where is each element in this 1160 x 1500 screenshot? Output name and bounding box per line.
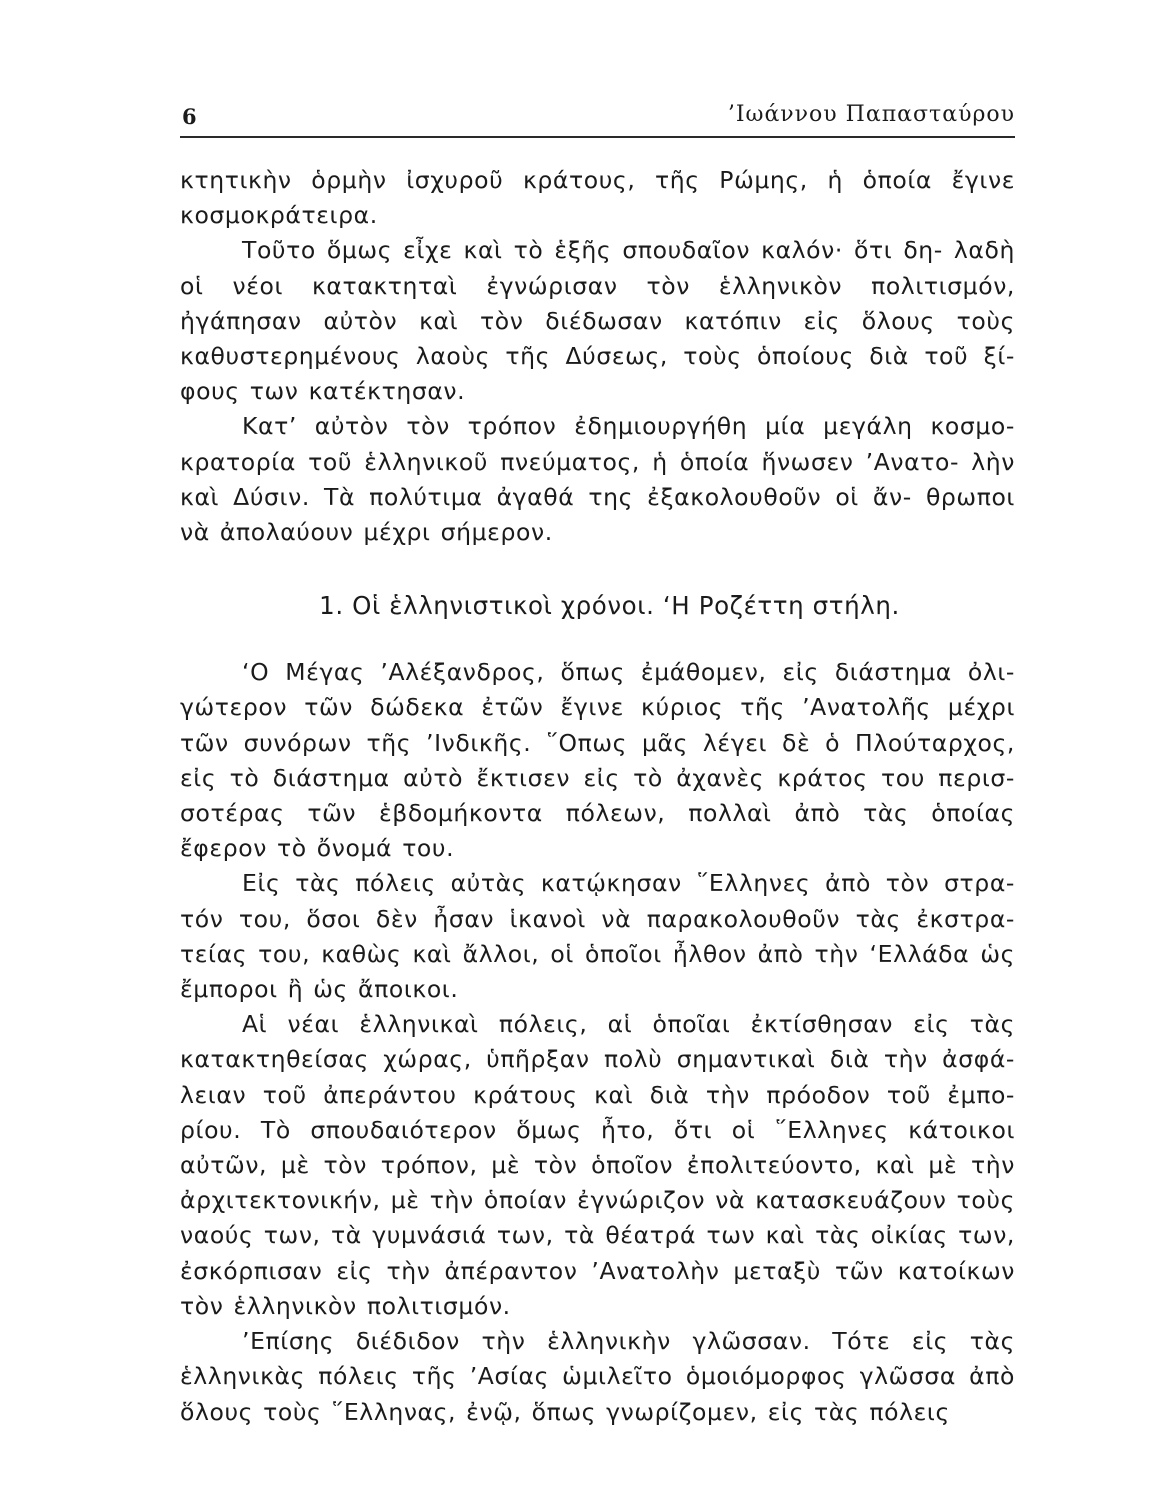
paragraphs-bottom — [180, 655, 1015, 1429]
text-line: λαδὴ οἱ νέοι κατακτηταὶ ἐγνώρισαν τὸν ἑλληνικὸν πολιτισμόν, — [180, 236, 1015, 300]
paragraph — [180, 163, 1015, 233]
text-line: ἠγάπησαν αὐτὸν καὶ τὸν διέδωσαν κατόπιν εἰς ὅλους τοὺς — [180, 306, 1015, 335]
text-line: τείας του, καθὼς καὶ ἄλλοι, οἱ ὁποῖοι ἦλθον ἀπὸ τὴν ‘Ελλάδα — [180, 939, 970, 968]
text-line: τῶν κατοίκων τὸν ἑλληνικὸν πολιτισμόν. — [180, 1256, 1015, 1320]
paragraph — [180, 655, 1015, 866]
page-number: 6 — [182, 104, 197, 129]
text-line: εἰς τὸ διάστημα αὐτὸ ἔκτισεν εἰς τὸ ἀχανὲς κράτος του περισ- — [180, 763, 1015, 792]
page-header — [180, 96, 1015, 138]
section-heading: 1. Οἱ ἑλληνιστικοὶ χρόνοι. ‘Η Ροζέττη στήλη. — [319, 591, 900, 621]
text-line: αὐτῶν, μὲ τὸν τρόπον, μὲ τὸν ὁποῖον ἐπολιτεύοντο, καὶ μὲ τὴν — [180, 1151, 1015, 1180]
text-line: ’Επίσης διέδιδον τὴν ἑλληνικὴν γλῶσσαν. Τότε εἰς τὰς — [242, 1327, 1015, 1356]
text-line: κρατορία τοῦ ἑλληνικοῦ πνεύματος, ἡ ὁποία ἥνωσεν ’Ανατο- — [180, 447, 960, 476]
paragraph — [180, 409, 1015, 550]
text-line: ἀπὸ ὅλους τοὺς ῞Ελληνας, ἐνῷ, ὅπως γνωρίζομεν, εἰς τὰς πόλεις — [180, 1362, 1015, 1426]
text-line: καθυστερημένους λαοὺς τῆς Δύσεως, τοὺς ὁποίους διὰ τοῦ ξί- — [180, 342, 1015, 371]
text-line: Κατ’ αὐτὸν τὸν τρόπον ἐδημιουργήθη μία μεγάλη κοσμο- — [242, 412, 1015, 441]
text-line: ἑλληνικὰς πόλεις τῆς ’Ασίας ὡμιλεῖτο ὁμοιόμορφος γλῶσσα — [180, 1362, 956, 1391]
text-line: τόν του, ὅσοι δὲν ἦσαν ἱκανοὶ νὰ παρακολουθοῦν τὰς ἐκστρα- — [180, 904, 1015, 933]
text-line: θρωποι νὰ ἀπολαύουν μέχρι σήμερον. — [180, 482, 1015, 547]
text-line: λειαν τοῦ ἀπεράντου κράτους καὶ διὰ τὴν πρόοδον τοῦ ἐμπο- — [180, 1080, 1015, 1109]
text-line: ‘Ο Μέγας ’Αλέξανδρος, ὅπως ἐμάθομεν, εἰς διάστημα ὀλι- — [242, 658, 1015, 687]
text-line: ὡς ἔμποροι ἢ ὡς ἄποικοι. — [180, 939, 1015, 1004]
running-head-author: ’Ιωάννου Παπασταύρου — [727, 102, 1015, 127]
text-line: οἰκίας των, ἐσκόρπισαν εἰς τὴν ἀπέραντον ’Ανατολὴν μεταξὺ — [180, 1221, 1015, 1285]
text-line: τῶν συνόρων τῆς ’Ινδικῆς. ῞Οπως μᾶς λέγει δὲ ὁ Πλούταρχος, — [180, 728, 1015, 757]
text-line: ἔφερον τὸ ὄνομά του. — [180, 834, 455, 863]
paragraph — [180, 866, 1015, 1007]
text-line: κτητικὴν ὁρμὴν ἰσχυροῦ κράτους, τῆς Ρώμης, ἡ ὁποία ἔγινε — [180, 166, 1015, 194]
body-text — [180, 163, 1015, 1430]
text-line: ἀρχιτεκτονικήν, μὲ τὴν ὁποίαν ἐγνώριζον νὰ κατασκευάζουν — [180, 1186, 947, 1215]
paragraphs-top — [180, 163, 1015, 550]
text-line: Εἰς τὰς πόλεις αὐτὰς κατῴκησαν ῞Ελληνες ἀπὸ τὸν στρα- — [242, 869, 1015, 898]
text-line: Τοῦτο ὅμως εἶχε καὶ τὸ ἑξῆς σπουδαῖον καλόν· ὅτι δη- — [242, 236, 943, 265]
text-line: Αἱ νέαι ἑλληνικαὶ πόλεις, αἱ ὁποῖαι ἐκτίσθησαν εἰς τὰς — [242, 1010, 1015, 1039]
paragraph — [180, 233, 1015, 409]
text-line: τοὺς ναούς των, τὰ γυμνάσιά των, τὰ θέατρά των καὶ τὰς — [180, 1186, 1015, 1250]
text-line: φους των κατέκτησαν. — [180, 377, 466, 406]
text-line: κοσμοκράτειρα. — [180, 201, 378, 230]
text-line: γώτερον τῶν δώδεκα ἐτῶν ἔγινε κύριος τῆς ’Ανατολῆς μέχρι — [180, 693, 1015, 722]
text-line: κατακτηθείσας χώρας, ὑπῆρξαν πολὺ σημαντικαὶ διὰ τὴν ἀσφά- — [180, 1045, 1015, 1074]
text-line: ρίου. Τὸ σπουδαιότερον ὅμως ἦτο, ὅτι οἱ ῞Ελληνες κάτοικοι — [180, 1115, 1015, 1144]
text-line: λὴν καὶ Δύσιν. Τὰ πολύτιμα ἀγαθά της ἐξακολουθοῦν οἱ ἄν- — [180, 447, 1016, 511]
text-line: σοτέρας τῶν ἑβδομήκοντα πόλεων, πολλαὶ ἀπὸ τὰς ὁποίας — [180, 799, 1015, 828]
paragraph — [180, 1324, 1015, 1430]
paragraph — [180, 1007, 1015, 1324]
